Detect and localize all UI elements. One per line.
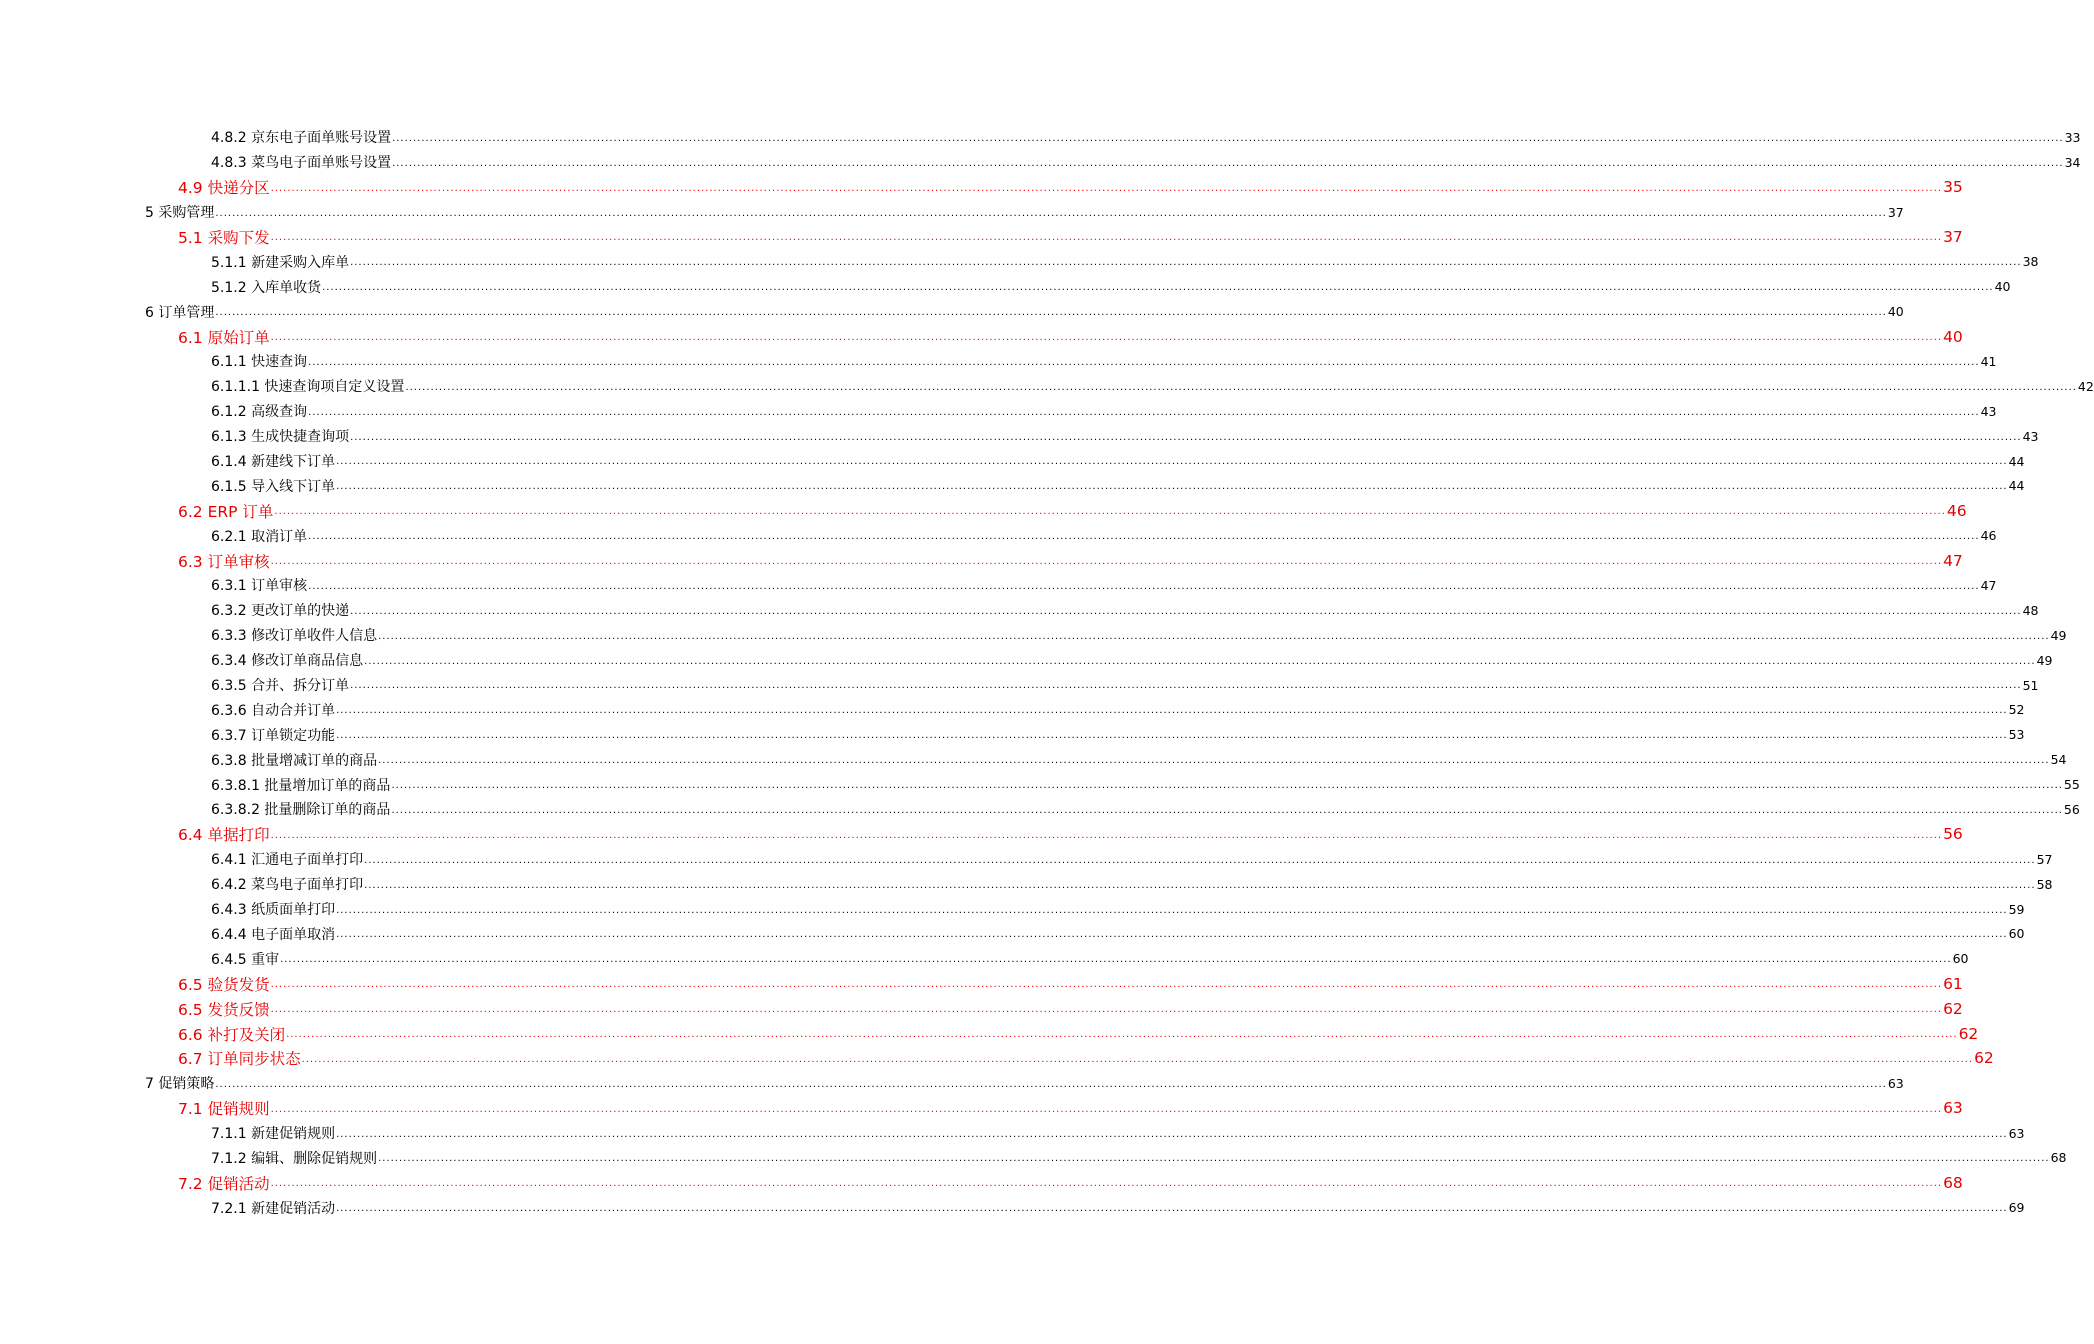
toc-entry-page-number: 40 bbox=[1943, 327, 1963, 346]
toc-entry-page-number: 69 bbox=[2008, 1200, 2025, 1216]
toc-entry-page-number: 37 bbox=[1887, 204, 1904, 220]
toc-entry[interactable] bbox=[0, 548, 1963, 573]
toc-entry-title: 6.4.2 菜鸟电子面单打印 bbox=[211, 877, 364, 894]
toc-dot-leader: ................................................................................................................................................................................................................................................................................................................................................................................................................ bbox=[336, 730, 2008, 742]
toc-entry[interactable] bbox=[0, 225, 1963, 250]
toc-dot-leader: ................................................................................................................................................................................................................................................................................................................................................................................................................ bbox=[270, 1178, 1943, 1190]
toc-entry[interactable] bbox=[0, 1195, 2025, 1220]
toc-entry-page-number: 37 bbox=[1943, 228, 1963, 246]
toc-entry[interactable] bbox=[0, 598, 2039, 623]
toc-entry-title: 7.1.1 新建促销规则 bbox=[211, 1126, 336, 1143]
toc-dot-leader: ................................................................................................................................................................................................................................................................................................................................................................................................................ bbox=[215, 1078, 1887, 1090]
toc-dot-leader: ................................................................................................................................................................................................................................................................................................................................................................................................................ bbox=[336, 456, 2008, 468]
toc-entry-title: 6.1.1.1 快速查询项自定义设置 bbox=[211, 379, 405, 396]
toc-dot-leader: ................................................................................................................................................................................................................................................................................................................................................................................................................ bbox=[270, 979, 1943, 991]
toc-entry-title: 6.1.2 高级查询 bbox=[211, 404, 308, 421]
toc-entry-title: 6.4.4 电子面单取消 bbox=[211, 926, 336, 943]
toc-dot-leader: ................................................................................................................................................................................................................................................................................................................................................................................................................ bbox=[270, 829, 1943, 841]
toc-entry[interactable] bbox=[0, 946, 1969, 971]
toc-entry-title: 7.2 促销活动 bbox=[178, 1174, 270, 1193]
toc-entry[interactable] bbox=[0, 1096, 1963, 1121]
toc-entry-page-number: 61 bbox=[1943, 974, 1963, 993]
toc-dot-leader: ................................................................................................................................................................................................................................................................................................................................................................................................................ bbox=[336, 481, 2008, 493]
toc-entry-title: 6.2 ERP 订单 bbox=[178, 502, 274, 521]
toc-entry-page-number: 58 bbox=[2036, 876, 2053, 892]
toc-entry[interactable] bbox=[0, 673, 2039, 698]
toc-entry[interactable] bbox=[0, 1046, 1994, 1071]
toc-dot-leader: ................................................................................................................................................................................................................................................................................................................................................................................................................ bbox=[308, 356, 1980, 368]
toc-dot-leader: ................................................................................................................................................................................................................................................................................................................................................................................................................ bbox=[308, 580, 1980, 592]
toc-dot-leader: ................................................................................................................................................................................................................................................................................................................................................................................................................ bbox=[350, 431, 2022, 443]
toc-entry-page-number: 43 bbox=[2022, 428, 2039, 444]
toc-entry-title: 6.1.4 新建线下订单 bbox=[211, 454, 336, 471]
toc-entry-page-number: 40 bbox=[1887, 304, 1904, 320]
toc-dot-leader: ................................................................................................................................................................................................................................................................................................................................................................................................................ bbox=[270, 1103, 1943, 1115]
toc-entry[interactable] bbox=[0, 872, 2053, 897]
toc-entry-title: 6.3.3 修改订单收件人信息 bbox=[211, 628, 378, 645]
toc-entry[interactable] bbox=[0, 847, 2053, 872]
toc-entry-title: 6.3.1 订单审核 bbox=[211, 578, 308, 595]
toc-dot-leader: ................................................................................................................................................................................................................................................................................................................................................................................................................ bbox=[392, 132, 2064, 144]
toc-entry-page-number: 47 bbox=[1943, 551, 1963, 570]
toc-entry-title: 5 采购管理 bbox=[145, 205, 215, 222]
toc-entry[interactable] bbox=[0, 523, 1997, 548]
toc-entry[interactable] bbox=[0, 424, 2039, 449]
toc-entry-title: 5.1.2 入库单收货 bbox=[211, 279, 322, 296]
toc-entry-page-number: 49 bbox=[2050, 627, 2067, 643]
toc-entry-title: 6.6 补打及关闭 bbox=[178, 1025, 286, 1044]
toc-entry-page-number: 59 bbox=[2008, 901, 2025, 917]
toc-entry-page-number: 53 bbox=[2008, 727, 2025, 743]
toc-entry[interactable] bbox=[0, 897, 2025, 922]
toc-entry-title: 6.1.5 导入线下订单 bbox=[211, 478, 336, 495]
toc-entry-title: 6.3.8 批量增减订单的商品 bbox=[211, 752, 378, 769]
toc-entry-page-number: 60 bbox=[2008, 926, 2025, 942]
toc-entry-title: 6.3.2 更改订单的快递 bbox=[211, 603, 350, 620]
toc-entry-title: 5.1.1 新建采购入库单 bbox=[211, 254, 350, 271]
toc-entry-page-number: 48 bbox=[2022, 602, 2039, 618]
toc-entry-title: 4.8.3 菜鸟电子面单账号设置 bbox=[211, 155, 392, 172]
toc-dot-leader: ................................................................................................................................................................................................................................................................................................................................................................................................................ bbox=[364, 655, 2036, 667]
toc-dot-leader: ................................................................................................................................................................................................................................................................................................................................................................................................................ bbox=[301, 1053, 1974, 1065]
toc-entry-page-number: 35 bbox=[1943, 178, 1963, 197]
toc-entry-page-number: 63 bbox=[2008, 1125, 2025, 1141]
toc-entry-title: 4.8.2 京东电子面单账号设置 bbox=[211, 130, 392, 147]
toc-entry[interactable] bbox=[0, 150, 2081, 175]
toc-entry-title: 7.1 促销规则 bbox=[178, 1100, 270, 1119]
toc-entry-title: 7 促销策略 bbox=[145, 1076, 215, 1093]
toc-entry[interactable] bbox=[0, 324, 1963, 349]
toc-entry-page-number: 63 bbox=[1887, 1075, 1904, 1091]
toc-entry[interactable] bbox=[0, 648, 2053, 673]
toc-dot-leader: ................................................................................................................................................................................................................................................................................................................................................................................................................ bbox=[350, 680, 2022, 692]
toc-entry[interactable] bbox=[0, 797, 2080, 822]
toc-entry-page-number: 40 bbox=[1994, 279, 2011, 295]
toc-entry-page-number: 33 bbox=[2064, 129, 2081, 145]
toc-entry-title: 5.1 采购下发 bbox=[178, 229, 270, 247]
toc-entry[interactable] bbox=[0, 996, 1963, 1021]
table-of-contents bbox=[0, 125, 2094, 1220]
toc-dot-leader: ................................................................................................................................................................................................................................................................................................................................................................................................................ bbox=[322, 282, 1994, 294]
toc-entry-page-number: 63 bbox=[1943, 1099, 1963, 1118]
toc-dot-leader: ................................................................................................................................................................................................................................................................................................................................................................................................................ bbox=[350, 605, 2022, 617]
toc-dot-leader: ................................................................................................................................................................................................................................................................................................................................................................................................................ bbox=[270, 1004, 1943, 1016]
toc-entry-page-number: 60 bbox=[1952, 951, 1969, 967]
toc-entry-page-number: 56 bbox=[2063, 801, 2080, 817]
toc-entry-page-number: 62 bbox=[1958, 1024, 1979, 1043]
toc-dot-leader: ................................................................................................................................................................................................................................................................................................................................................................................................................ bbox=[336, 929, 2008, 941]
toc-dot-leader: ................................................................................................................................................................................................................................................................................................................................................................................................................ bbox=[270, 556, 1943, 568]
toc-entry-page-number: 68 bbox=[1943, 1173, 1963, 1192]
toc-entry[interactable] bbox=[0, 971, 1963, 996]
toc-entry-page-number: 46 bbox=[1946, 501, 1967, 520]
toc-dot-leader: ................................................................................................................................................................................................................................................................................................................................................................................................................ bbox=[274, 506, 1946, 518]
toc-entry[interactable] bbox=[0, 1170, 1963, 1195]
toc-dot-leader: ................................................................................................................................................................................................................................................................................................................................................................................................................ bbox=[270, 332, 1943, 344]
toc-dot-leader: ................................................................................................................................................................................................................................................................................................................................................................................................................ bbox=[350, 257, 2022, 269]
toc-entry-page-number: 34 bbox=[2064, 154, 2081, 170]
toc-entry-title: 6.1.1 快速查询 bbox=[211, 354, 308, 371]
toc-entry-title: 6.5 发货反馈 bbox=[178, 1000, 270, 1019]
toc-entry-page-number: 68 bbox=[2050, 1150, 2067, 1166]
toc-entry[interactable] bbox=[0, 1021, 1979, 1046]
toc-dot-leader: ................................................................................................................................................................................................................................................................................................................................................................................................................ bbox=[308, 531, 1980, 543]
toc-entry-title: 6.3.4 修改订单商品信息 bbox=[211, 653, 364, 670]
toc-entry[interactable] bbox=[0, 374, 2094, 399]
toc-entry[interactable] bbox=[0, 274, 2011, 299]
toc-dot-leader: ................................................................................................................................................................................................................................................................................................................................................................................................................ bbox=[364, 879, 2036, 891]
toc-entry-title: 6.3.8.2 批量删除订单的商品 bbox=[211, 802, 391, 819]
toc-entry-page-number: 38 bbox=[2022, 254, 2039, 270]
toc-entry-page-number: 43 bbox=[1980, 403, 1997, 419]
toc-entry-title: 6.5 验货发货 bbox=[178, 975, 270, 994]
toc-entry-page-number: 47 bbox=[1980, 577, 1997, 593]
toc-entry-page-number: 62 bbox=[1943, 999, 1963, 1018]
toc-entry-title: 7.1.2 编辑、删除促销规则 bbox=[211, 1150, 378, 1167]
toc-entry[interactable] bbox=[0, 498, 1967, 523]
toc-dot-leader: ................................................................................................................................................................................................................................................................................................................................................................................................................ bbox=[405, 381, 2077, 393]
toc-entry-page-number: 56 bbox=[1943, 825, 1963, 844]
toc-entry-page-number: 44 bbox=[2008, 478, 2025, 494]
toc-dot-leader: ................................................................................................................................................................................................................................................................................................................................................................................................................ bbox=[215, 307, 1887, 319]
toc-entry-page-number: 62 bbox=[1974, 1049, 1994, 1068]
toc-dot-leader: ................................................................................................................................................................................................................................................................................................................................................................................................................ bbox=[270, 182, 1943, 194]
toc-entry-title: 6.3.5 合并、拆分订单 bbox=[211, 678, 350, 695]
toc-entry[interactable] bbox=[0, 697, 2025, 722]
toc-entry[interactable] bbox=[0, 125, 2081, 150]
toc-entry[interactable] bbox=[0, 299, 1904, 324]
toc-dot-leader: ................................................................................................................................................................................................................................................................................................................................................................................................................ bbox=[336, 904, 2008, 916]
toc-entry[interactable] bbox=[0, 473, 2025, 498]
toc-dot-leader: ................................................................................................................................................................................................................................................................................................................................................................................................................ bbox=[280, 954, 1952, 966]
toc-entry-title: 6.1.3 生成快捷查询项 bbox=[211, 429, 350, 446]
toc-entry[interactable] bbox=[0, 1071, 1904, 1096]
toc-entry-title: 6.4.1 汇通电子面单打印 bbox=[211, 852, 364, 869]
toc-dot-leader: ................................................................................................................................................................................................................................................................................................................................................................................................................ bbox=[336, 705, 2008, 717]
toc-entry-page-number: 41 bbox=[1980, 353, 1997, 369]
toc-entry-title: 6.4.5 重审 bbox=[211, 951, 280, 968]
toc-entry-title: 6.4 单据打印 bbox=[178, 826, 270, 845]
toc-dot-leader: ................................................................................................................................................................................................................................................................................................................................................................................................................ bbox=[286, 1028, 1958, 1040]
toc-entry[interactable] bbox=[0, 623, 2067, 648]
toc-entry[interactable] bbox=[0, 772, 2080, 797]
toc-entry-title: 7.2.1 新建促销活动 bbox=[211, 1200, 336, 1217]
toc-entry[interactable] bbox=[0, 573, 1997, 598]
toc-entry-title: 6.3.8.1 批量增加订单的商品 bbox=[211, 777, 391, 794]
toc-entry-page-number: 55 bbox=[2063, 777, 2080, 793]
toc-entry-title: 6.3.7 订单锁定功能 bbox=[211, 727, 336, 744]
toc-entry-page-number: 44 bbox=[2008, 453, 2025, 469]
toc-entry[interactable] bbox=[0, 175, 1963, 200]
toc-entry-title: 6.2.1 取消订单 bbox=[211, 528, 308, 545]
toc-entry-page-number: 46 bbox=[1980, 528, 1997, 544]
toc-entry-page-number: 52 bbox=[2008, 702, 2025, 718]
toc-dot-leader: ................................................................................................................................................................................................................................................................................................................................................................................................................ bbox=[391, 780, 2063, 792]
toc-entry[interactable] bbox=[0, 200, 1904, 225]
toc-entry[interactable] bbox=[0, 399, 1997, 424]
toc-dot-leader: ................................................................................................................................................................................................................................................................................................................................................................................................................ bbox=[215, 207, 1887, 219]
toc-dot-leader: ................................................................................................................................................................................................................................................................................................................................................................................................................ bbox=[270, 232, 1943, 244]
toc-entry-page-number: 42 bbox=[2077, 378, 2094, 394]
toc-entry-title: 6 订单管理 bbox=[145, 304, 215, 321]
toc-entry[interactable] bbox=[0, 1146, 2067, 1171]
toc-entry-title: 6.1 原始订单 bbox=[178, 328, 270, 347]
toc-dot-leader: ................................................................................................................................................................................................................................................................................................................................................................................................................ bbox=[364, 854, 2036, 866]
toc-entry-title: 4.9 快递分区 bbox=[178, 179, 270, 198]
toc-dot-leader: ................................................................................................................................................................................................................................................................................................................................................................................................................ bbox=[308, 406, 1980, 418]
toc-entry-title: 6.7 订单同步状态 bbox=[178, 1050, 301, 1069]
toc-entry[interactable] bbox=[0, 747, 2067, 772]
toc-entry[interactable] bbox=[0, 249, 2039, 274]
toc-entry-page-number: 54 bbox=[2050, 752, 2067, 768]
toc-entry-title: 6.4.3 纸质面单打印 bbox=[211, 902, 336, 919]
toc-entry[interactable] bbox=[0, 449, 2025, 474]
toc-entry[interactable] bbox=[0, 722, 2025, 747]
toc-dot-leader: ................................................................................................................................................................................................................................................................................................................................................................................................................ bbox=[378, 755, 2050, 767]
toc-dot-leader: ................................................................................................................................................................................................................................................................................................................................................................................................................ bbox=[378, 630, 2050, 642]
toc-entry-title: 6.3.6 自动合并订单 bbox=[211, 702, 336, 719]
toc-entry-title: 6.3 订单审核 bbox=[178, 552, 270, 571]
toc-entry-page-number: 51 bbox=[2022, 677, 2039, 693]
toc-dot-leader: ................................................................................................................................................................................................................................................................................................................................................................................................................ bbox=[391, 804, 2063, 816]
toc-entry[interactable] bbox=[0, 349, 1997, 374]
toc-dot-leader: ................................................................................................................................................................................................................................................................................................................................................................................................................ bbox=[336, 1203, 2008, 1215]
toc-dot-leader: ................................................................................................................................................................................................................................................................................................................................................................................................................ bbox=[392, 157, 2064, 169]
toc-entry-page-number: 49 bbox=[2036, 652, 2053, 668]
toc-entry-page-number: 57 bbox=[2036, 851, 2053, 867]
toc-entry[interactable] bbox=[0, 822, 1963, 847]
toc-dot-leader: ................................................................................................................................................................................................................................................................................................................................................................................................................ bbox=[378, 1153, 2050, 1165]
toc-entry[interactable] bbox=[0, 922, 2025, 947]
toc-dot-leader: ................................................................................................................................................................................................................................................................................................................................................................................................................ bbox=[336, 1128, 2008, 1140]
toc-entry[interactable] bbox=[0, 1121, 2025, 1146]
